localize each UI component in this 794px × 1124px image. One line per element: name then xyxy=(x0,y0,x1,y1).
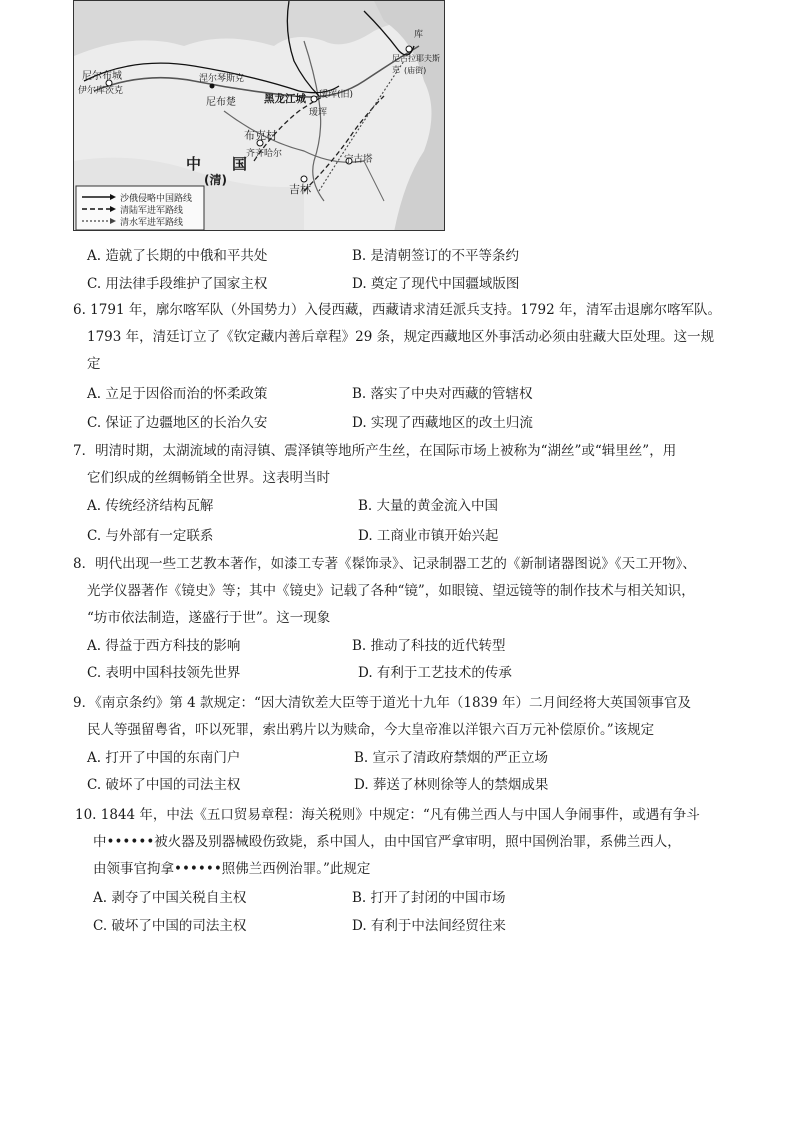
legend-qing-land-route: 清陆军进军路线 xyxy=(120,206,184,216)
historical-map xyxy=(73,0,445,231)
q5-option-b: B. 是清朝签订的不平等条约 xyxy=(352,248,520,264)
legend-russia-route: 沙俄侵略中国路线 xyxy=(120,194,193,204)
map-label-zhong: 中 xyxy=(186,155,202,173)
map-label-qiqihaer: 齐齐哈尔 xyxy=(246,149,283,159)
q7-option-b: B. 大量的黄金流入中国 xyxy=(358,498,499,514)
map-label-nierbu-cheng: 尼尔布城 xyxy=(82,71,122,82)
map-label-ningguta: 宁古塔 xyxy=(344,154,373,165)
q9-stem-line2: 民人等强留粤省，吓以死罪，索出鸦片以为赎命，今大皇帝准以洋银六百万元补偿原价。”该规定 xyxy=(87,722,655,738)
map-label-guo: 国 xyxy=(232,155,248,173)
q9-option-a: A. 打开了中国的东南门户 xyxy=(87,750,241,766)
q9-stem-line1: 9．《南京条约》第 4 款规定：“因大清钦差大臣等于道光十九年（1839 年）二月间经将大英国领事官及 xyxy=(73,695,692,711)
q5-option-d: D. 奠定了现代中国疆域版图 xyxy=(352,276,520,292)
map-label-ku: 库 xyxy=(414,30,424,40)
q8-stem-line3: “坊市依法制造，遂盛行于世”。这一现象 xyxy=(87,610,331,626)
map-label-buku: 布克村 xyxy=(244,129,277,142)
q8-option-a: A. 得益于西方科技的影响 xyxy=(87,638,241,654)
q7-stem-line1: 7．明清时期，太湖流域的南浔镇、震泽镇等地所产生丝，在国际市场上被称为“湖丝”或“辑里丝”，用 xyxy=(73,443,677,459)
q5-option-a: A. 造就了长期的中俄和平共处 xyxy=(87,248,268,264)
q10-option-c: C. 破坏了中国的司法主权 xyxy=(93,918,247,934)
q6-stem-line3: 定 xyxy=(87,356,101,372)
q10-option-a: A. 剥夺了中国关税自主权 xyxy=(93,890,247,906)
q8-option-c: C. 表明中国科技领先世界 xyxy=(87,665,241,681)
q10-option-d: D. 有利于中法间经贸往来 xyxy=(352,918,506,934)
q7-option-a: A. 传统经济结构瓦解 xyxy=(87,498,214,514)
q6-stem-line2: 1793 年，清廷订立了《钦定藏内善后章程》29 条，规定西藏地区外事活动必须由驻藏大臣处理。这一规 xyxy=(87,329,715,345)
legend-qing-water-route: 清水军进军路线 xyxy=(120,218,184,228)
map-label-aihui-old: 瑷珲(旧) xyxy=(319,90,354,100)
map-label-jilin: 吉林 xyxy=(289,183,311,196)
q9-option-b: B. 宣示了清政府禁烟的严正立场 xyxy=(354,750,549,766)
q5-option-c: C. 用法律手段维护了国家主权 xyxy=(87,276,268,292)
map-label-qing: (清) xyxy=(204,173,227,187)
q6-option-b: B. 落实了中央对西藏的管辖权 xyxy=(352,386,533,402)
q7-option-c: C. 与外部有一定联系 xyxy=(87,528,214,544)
q9-option-c: C. 破坏了中国的司法主权 xyxy=(87,777,241,793)
map-label-nibuchu: 尼布楚 xyxy=(206,97,236,108)
q7-option-d: D. 工商业市镇开始兴起 xyxy=(358,528,499,544)
q8-option-d: D. 有利于工艺技术的传承 xyxy=(358,665,512,681)
q6-option-d: D. 实现了西藏地区的改土归流 xyxy=(352,415,533,431)
map-label-miao: (庙街) xyxy=(404,66,427,75)
q8-stem-line2: 光学仪器著作《镜史》等；其中《镜史》记载了各种“镜”，如眼镜、望远镜等的制作技术与相关知识， xyxy=(87,583,695,599)
map-label-nikolaevsk: 尼古拉耶夫斯克 xyxy=(392,54,440,74)
q7-stem-line2: 它们织成的丝绸畅销全世界。这表明当时 xyxy=(87,470,330,486)
q9-option-d: D. 葬送了林则徐等人的禁烟成果 xyxy=(354,777,549,793)
map-label-aihui: 瑷珲 xyxy=(309,108,328,118)
q10-stem-line1: 10. 1844 年，中法《五口贸易章程：海关税则》中规定：“凡有佛兰西人与中国人争闹事件，或遇有争斗 xyxy=(75,807,700,823)
q8-option-b: B. 推动了科技的近代转型 xyxy=(352,638,506,654)
q6-option-a: A. 立足于因俗而治的怀柔政策 xyxy=(87,386,268,402)
q6-option-c: C. 保证了边疆地区的长治久安 xyxy=(87,415,268,431)
map-label-yierkusike: 伊尔库茨克 xyxy=(78,86,124,96)
map-label-shileka: 涅尔琴斯克 xyxy=(199,74,245,84)
q8-stem-line1: 8．明代出现一些工艺教本著作，如漆工专著《髹饰录》、记录制器工艺的《新制诸器图说》《天工开物》、 xyxy=(73,556,696,572)
q6-stem-line1: 6. 1791 年，廓尔喀军队（外国势力）入侵西藏，西藏请求清廷派兵支持。1792 年，清军击退廓尔喀军队。 xyxy=(73,302,721,318)
q10-option-b: B. 打开了封闭的中国市场 xyxy=(352,890,506,906)
q10-stem-line3: 由领事官拘拿••••••照佛兰西例治罪。”此规定 xyxy=(93,861,371,877)
map-label-heilongjiang: 黑龙江城 xyxy=(264,93,306,105)
q10-stem-line2: 中••••••被火器及别器械殴伤致毙，系中国人，由中国官严拿审明，照中国例治罪，系佛兰西人， xyxy=(93,834,681,850)
